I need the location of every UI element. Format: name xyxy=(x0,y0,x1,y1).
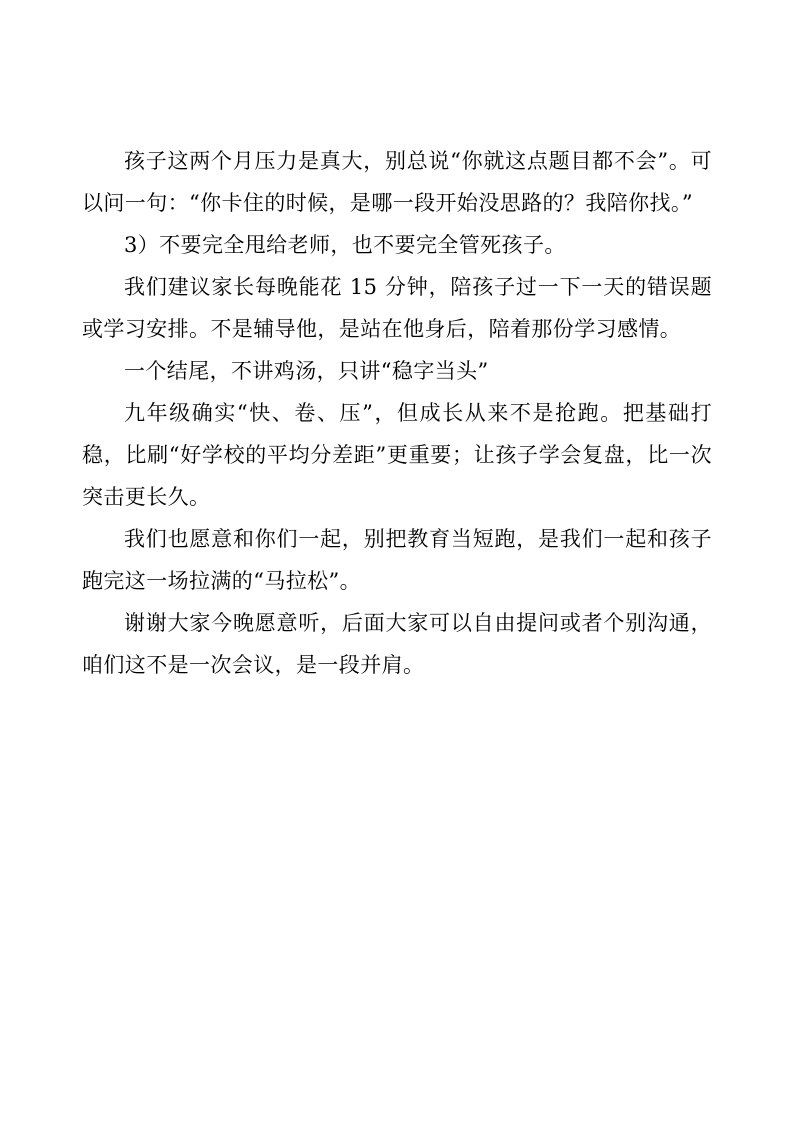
paragraph: 谢谢大家今晚愿意听，后面大家可以自由提问或者个别沟通，咱们这不是一次会议，是一段并肩。 xyxy=(82,611,712,677)
document-body xyxy=(82,140,712,686)
paragraph: 一个结尾，不讲鸡汤，只讲“稳字当头” xyxy=(124,359,489,383)
paragraph: 我们建议家长每晚能花 15 分钟，陪孩子过一下一天的错误题或学习安排。不是辅导他，是站在他身后，陪着那份学习感情。 xyxy=(82,275,712,341)
paragraph: 九年级确实“快、卷、压”，但成长从来不是抢跑。把基础打稳，比刷“好学校的平均分差距”更重要；让孩子学会复盘，比一次突击更长久。 xyxy=(82,401,712,509)
paragraph: 3）不要完全甩给老师，也不要完全管死孩子。 xyxy=(124,233,566,257)
paragraph: 我们也愿意和你们一起，别把教育当短跑，是我们一起和孩子跑完这一场拉满的“马拉松”。 xyxy=(82,527,712,593)
paragraph: 孩子这两个月压力是真大，别总说“你就这点题目都不会”。可以问一句：“你卡住的时候，是哪一段开始没思路的？我陪你找。” xyxy=(82,149,712,215)
